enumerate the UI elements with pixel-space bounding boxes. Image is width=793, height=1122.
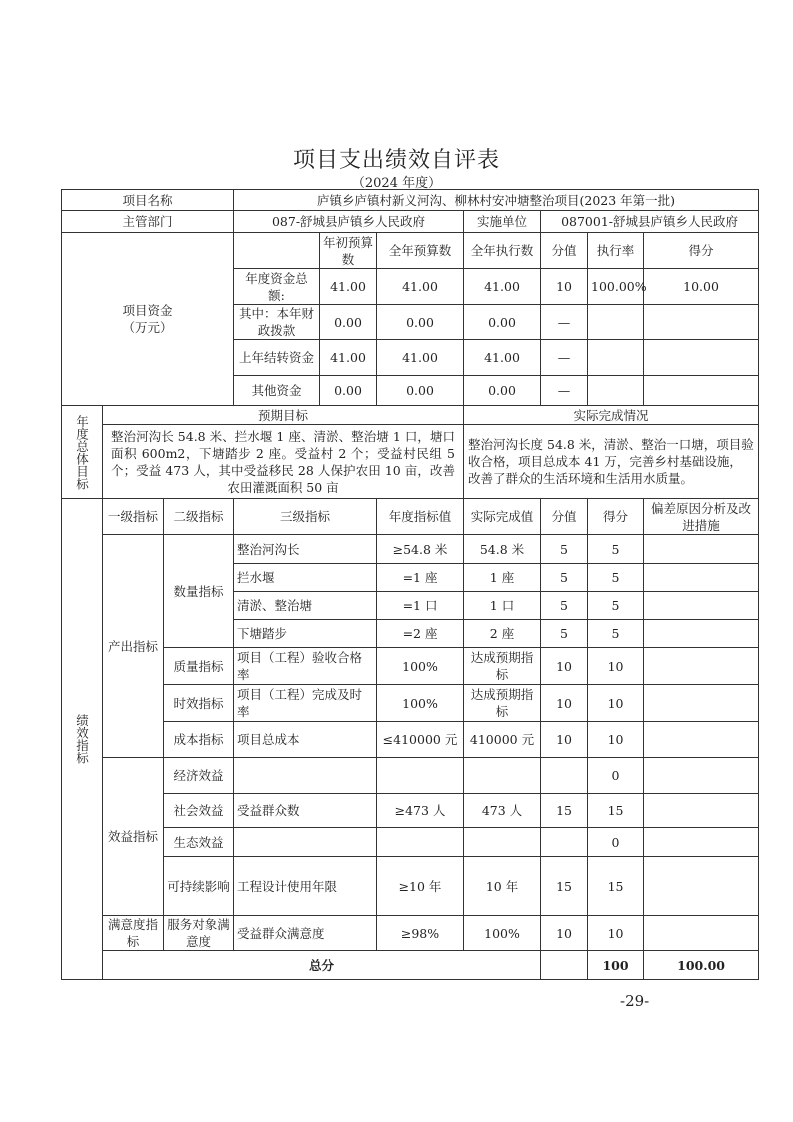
level2-timeliness: 时效指标	[164, 685, 234, 722]
dept-value: 087-舒城县庐镇乡人民政府	[234, 211, 464, 233]
level2-cost: 成本指标	[164, 722, 234, 758]
actual-value: 100%	[464, 916, 541, 951]
actual-value: 54.8 米	[464, 535, 541, 564]
level2-social: 社会效益	[164, 794, 234, 828]
note-value	[644, 857, 759, 916]
level3-text: 项目（工程）完成及时率	[234, 685, 377, 722]
note-value	[644, 535, 759, 564]
target-value: ≤410000 元	[377, 722, 464, 758]
weight-value: 5	[541, 535, 588, 564]
level3-text: 受益群众满意度	[234, 916, 377, 951]
weight-value: 15	[541, 857, 588, 916]
performance-table	[61, 189, 759, 980]
funds-weight: 10	[541, 269, 588, 305]
document-year: （2024 年度）	[351, 176, 442, 191]
target-value: =2 座	[377, 620, 464, 648]
score-value: 10	[588, 916, 644, 951]
level3-text: 工程设计使用年限	[234, 857, 377, 916]
indicator-row	[62, 857, 759, 916]
col-note: 偏差原因分析及改进措施	[644, 499, 759, 535]
score-value: 5	[588, 564, 644, 592]
target-value: =1 座	[377, 564, 464, 592]
level3-text: 项目总成本	[234, 722, 377, 758]
target-value: 100%	[377, 685, 464, 722]
funds-score	[644, 340, 759, 376]
indicators-label: 绩效指标	[62, 499, 103, 980]
funds-rate: 100.00%	[588, 269, 644, 305]
dept-label: 主管部门	[62, 211, 234, 233]
funds-init: 41.00	[320, 269, 377, 305]
funds-score	[644, 305, 759, 340]
project-name-label: 项目名称	[62, 190, 234, 211]
funds-blank-header	[234, 233, 320, 269]
total-label: 总分	[103, 951, 541, 980]
col-actual: 实际完成值	[464, 499, 541, 535]
expected-goal-label: 预期目标	[103, 406, 464, 425]
goals-header-row	[62, 406, 759, 425]
project-name-value: 庐镇乡庐镇村新义河沟、柳林村安冲塘整治项目(2023 年第一批)	[234, 190, 759, 211]
funds-exec: 41.00	[464, 340, 541, 376]
expected-goal-text: 整治河沟长 54.8 米、拦水堰 1 座、清淤、整治塘 1 口，塘口面积 600m2，下塘踏步 2 座。受益村 2 个；受益村民组 5 个；受益 473 人，其中受益移民 28 人保护农田 10 亩，改善农田灌溉面积 50 亩	[103, 425, 464, 499]
funds-row-name: 上年结转资金	[234, 340, 320, 376]
level3-text: 项目（工程）验收合格率	[234, 648, 377, 685]
score-value: 15	[588, 794, 644, 828]
funds-exec: 41.00	[464, 269, 541, 305]
funds-rate	[588, 376, 644, 406]
actual-value	[464, 828, 541, 857]
note-value	[644, 592, 759, 620]
level3-text	[234, 758, 377, 794]
note-value	[644, 722, 759, 758]
col-level2: 二级指标	[164, 499, 234, 535]
funds-col-full: 全年预算数	[377, 233, 464, 269]
level3-text: 清淤、整治塘	[234, 592, 377, 620]
actual-value: 1 口	[464, 592, 541, 620]
indicator-row	[62, 648, 759, 685]
indicator-row	[62, 828, 759, 857]
indicator-row	[62, 758, 759, 794]
col-level1: 一级指标	[103, 499, 164, 535]
target-value	[377, 828, 464, 857]
note-value	[644, 794, 759, 828]
funds-score	[644, 376, 759, 406]
funds-col-weight: 分值	[541, 233, 588, 269]
actual-result-text: 整治河沟长度 54.8 米，清淤、整治一口塘，项目验收合格，项目总成本 41 万，完善乡村基础设施，改善了群众的生活环境和生活用水质量。	[464, 425, 759, 499]
funds-full: 41.00	[377, 340, 464, 376]
goals-label: 年度总体目标	[62, 406, 103, 499]
department-row	[62, 211, 759, 233]
note-value	[644, 828, 759, 857]
indicator-row	[62, 916, 759, 951]
col-target: 年度指标值	[377, 499, 464, 535]
document-title: 项目支出绩效自评表	[292, 148, 500, 173]
target-value: 100%	[377, 648, 464, 685]
note-value	[644, 564, 759, 592]
page-number: -29-	[620, 992, 650, 1010]
funds-row-name: 其中：本年财政拨款	[234, 305, 320, 340]
indicator-row	[62, 722, 759, 758]
funds-score: 10.00	[644, 269, 759, 305]
note-value	[644, 758, 759, 794]
actual-value: 410000 元	[464, 722, 541, 758]
level1-benefit: 效益指标	[103, 758, 164, 916]
indicator-row	[62, 535, 759, 564]
level3-text	[234, 828, 377, 857]
score-value: 0	[588, 828, 644, 857]
actual-value: 10 年	[464, 857, 541, 916]
weight-value: 10	[541, 722, 588, 758]
total-weight: 100	[588, 951, 644, 980]
score-value: 5	[588, 620, 644, 648]
score-value: 0	[588, 758, 644, 794]
funds-col-init: 年初预算数	[320, 233, 377, 269]
target-value: ≥54.8 米	[377, 535, 464, 564]
col-level3: 三级指标	[234, 499, 377, 535]
level3-text: 拦水堰	[234, 564, 377, 592]
actual-result-label: 实际完成情况	[464, 406, 759, 425]
weight-value: 15	[541, 794, 588, 828]
target-value: ≥473 人	[377, 794, 464, 828]
note-value	[644, 916, 759, 951]
funds-label	[62, 233, 234, 406]
funds-exec: 0.00	[464, 376, 541, 406]
col-weight: 分值	[541, 499, 588, 535]
funds-exec: 0.00	[464, 305, 541, 340]
funds-row-name: 年度资金总额:	[234, 269, 320, 305]
total-row	[62, 951, 759, 980]
weight-value: 10	[541, 685, 588, 722]
target-value: ≥10 年	[377, 857, 464, 916]
funds-init: 41.00	[320, 340, 377, 376]
actual-value	[464, 758, 541, 794]
indicator-row	[62, 794, 759, 828]
indicators-header-row	[62, 499, 759, 535]
funds-label-text: 项目资金 （万元）	[122, 303, 173, 335]
funds-row-name: 其他资金	[234, 376, 320, 406]
level3-text: 受益群众数	[234, 794, 377, 828]
funds-weight: —	[541, 340, 588, 376]
funds-rate	[588, 305, 644, 340]
funds-rate	[588, 340, 644, 376]
actual-value: 达成预期指标	[464, 648, 541, 685]
funds-weight: —	[541, 376, 588, 406]
score-value: 10	[588, 648, 644, 685]
level2-ecological: 生态效益	[164, 828, 234, 857]
weight-value: 10	[541, 648, 588, 685]
level2-quantity: 数量指标	[164, 535, 234, 648]
target-value	[377, 758, 464, 794]
weight-value: 5	[541, 620, 588, 648]
funds-init: 0.00	[320, 305, 377, 340]
funds-full: 41.00	[377, 269, 464, 305]
weight-value	[541, 828, 588, 857]
funds-init: 0.00	[320, 376, 377, 406]
score-value: 5	[588, 592, 644, 620]
score-value: 10	[588, 685, 644, 722]
score-value: 15	[588, 857, 644, 916]
funds-col-exec: 全年执行数	[464, 233, 541, 269]
level1-satisfaction: 满意度指标	[103, 916, 164, 951]
level2-quality: 质量指标	[164, 648, 234, 685]
impl-value: 087001-舒城县庐镇乡人民政府	[541, 211, 759, 233]
note-value	[644, 620, 759, 648]
actual-value: 达成预期指标	[464, 685, 541, 722]
project-name-row	[62, 190, 759, 211]
col-score: 得分	[588, 499, 644, 535]
total-blank	[541, 951, 588, 980]
score-value: 5	[588, 535, 644, 564]
level2-economic: 经济效益	[164, 758, 234, 794]
goals-content-row	[62, 425, 759, 499]
actual-value: 1 座	[464, 564, 541, 592]
funds-full: 0.00	[377, 376, 464, 406]
level2-service: 服务对象满意度	[164, 916, 234, 951]
funds-full: 0.00	[377, 305, 464, 340]
level1-output: 产出指标	[103, 535, 164, 758]
score-value: 10	[588, 722, 644, 758]
impl-label: 实施单位	[464, 211, 541, 233]
note-value	[644, 685, 759, 722]
level3-text: 下塘踏步	[234, 620, 377, 648]
note-value	[644, 648, 759, 685]
funds-weight: —	[541, 305, 588, 340]
indicator-row	[62, 685, 759, 722]
level3-text: 整治河沟长	[234, 535, 377, 564]
weight-value: 5	[541, 592, 588, 620]
level2-sustainable: 可持续影响	[164, 857, 234, 916]
funds-header-row	[62, 233, 759, 269]
weight-value: 10	[541, 916, 588, 951]
target-value: =1 口	[377, 592, 464, 620]
total-score: 100.00	[644, 951, 759, 980]
funds-col-rate: 执行率	[588, 233, 644, 269]
actual-value: 473 人	[464, 794, 541, 828]
weight-value	[541, 758, 588, 794]
target-value: ≥98%	[377, 916, 464, 951]
weight-value: 5	[541, 564, 588, 592]
funds-col-score: 得分	[644, 233, 759, 269]
actual-value: 2 座	[464, 620, 541, 648]
